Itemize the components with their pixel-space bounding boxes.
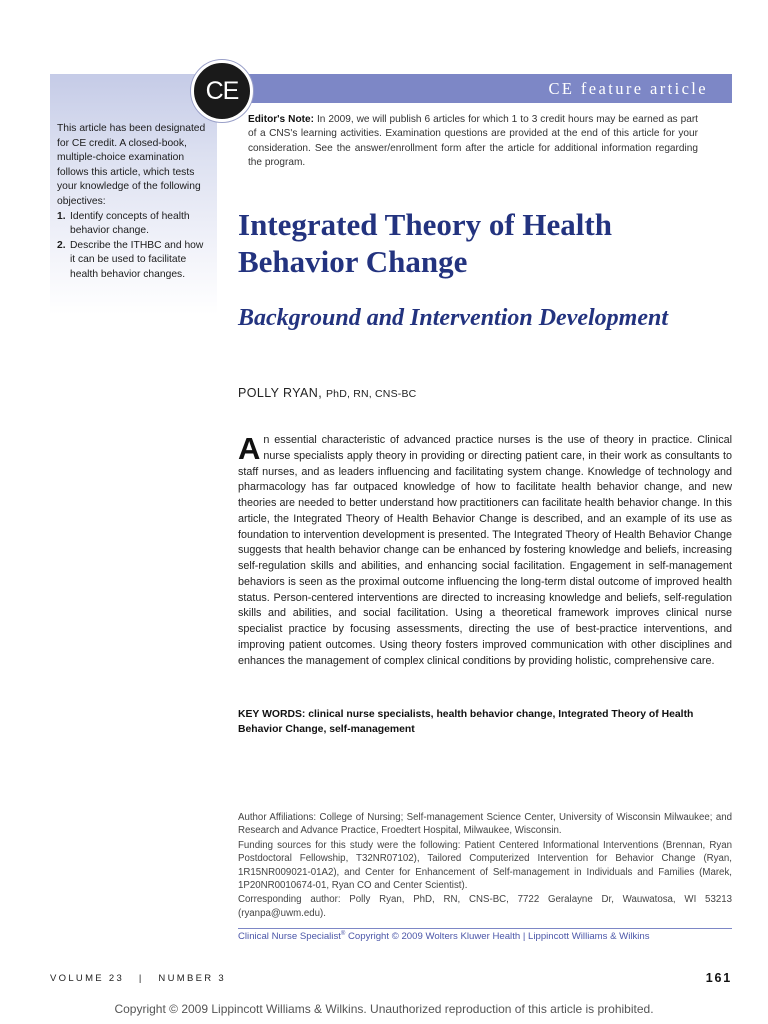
author-name: POLLY RYAN, (238, 386, 323, 400)
affiliation-text: Author Affiliations: College of Nursing; Self-management Science Center, University of Wisconsin Milwaukee; and Research and Advance Practice, Froedtert Hospital, Milwaukee, Wisconsin. (238, 812, 732, 837)
section-label: CE feature article (548, 79, 708, 98)
article-title: Integrated Theory of Health Behavior Change (238, 207, 612, 279)
keywords: KEY WORDS: clinical nurse specialists, health behavior change, Integrated Theory of Health Behavior Change, self-management (238, 709, 694, 735)
ce-badge-icon: CE (191, 60, 253, 122)
journal-name: Clinical Nurse Specialist (238, 931, 341, 943)
author-affiliations (238, 811, 732, 921)
article-subtitle: Background and Intervention Development (238, 305, 669, 331)
journal-copyright-text: Copyright © 2009 Wolters Kluwer Health | Lippincott Williams & Wilkins (345, 931, 650, 943)
registered-mark: ® (340, 931, 346, 937)
abstract-text: n essential characteristic of advanced practice nurses is the use of theory in practice. Clinical nurse specialists apply theory in providing or directing patient care, in their work as consultants to staff nurses, and as leaders influencing and facilitating system change. Knowledge of technology and pharmacology has far outpaced knowledge of how to facilitate health behavior change, and new theories are needed to better understand how practitioners can facilitate health behavior change. In this article, the Integrated Theory of Health Behavior Change is described, and an example of its use as foundation to intervention development is presented. The Integrated Theory of Health Behavior Change suggests that health behavior change can be enhanced by fostering knowledge and beliefs, increasing self-regulation skills and abilities, and enhancing social facilitation. Engagement in self-management behaviors is seen as the proximal outcome influencing the long-term distal outcome of improved health status. Person-centered interventions are directed to increasing knowledge and beliefs, self-regulation skills and abilities, and social facilitation. Using a theoretical framework improves clinical nurse specialist practice by focusing assessments, directing the use of best-practice interventions, and improving patient outcomes. Using theory fosters improved communication with other disciplines and enhances the management of complex clinical conditions by providing holistic, comprehensive care. (238, 434, 732, 667)
author-byline (238, 386, 416, 400)
journal-copyright (238, 931, 650, 942)
objectives-intro: This article has been designated for CE credit. A closed-book, multiple-choice examination follows this article, which tests your knowledge of the following objectives: (57, 123, 206, 207)
volume-number: VOLUME 23 | NUMBER 3 (50, 973, 226, 984)
section-banner (217, 74, 732, 103)
editors-note-label: Editor's Note: (248, 114, 314, 125)
funding-text: Funding sources for this study were the following: Patient Centered Informational Interventions (Brennan, Ryan Postdoctoral Fellowship, T32NR07102), Tailored Computerized Intervention for Behavior Change (Ryan, 1R15NR009021-01A2), and Center for Enhancement of Self-management in Individuals and Families (Marek, 1P20NR0010674-01, Ryan CO and Center Scientist). (238, 839, 732, 892)
author-credentials: PhD, RN, CNS-BC (325, 388, 417, 400)
editors-note (248, 113, 698, 170)
objective-item: 1. Identify concepts of health behavior change. (57, 210, 190, 237)
page-number: 161 (705, 971, 732, 985)
abstract (238, 433, 732, 669)
objective-item: 2. Describe the ITHBC and how it can be used to facilitate health behavior changes. (57, 239, 204, 280)
copyright-notice: Copyright © 2009 Lippincott Williams & Wilkins. Unauthorized reproduction of this article is prohibited. (114, 1002, 654, 1016)
drop-cap: A (238, 431, 261, 466)
editors-note-text: In 2009, we will publish 6 articles for which 1 to 3 credit hours may be earned as part of a CNS's learning activities. Examination questions are provided at the end of this article for your consideration. See the answer/enrollment form after the article for additional information regarding the program. (248, 114, 698, 168)
objectives-list (57, 210, 209, 283)
corresponding-author: Corresponding author: Polly Ryan, PhD, RN, CNS-BC, 7722 Geralayne Dr, Wauwatosa, WI 53213 (ryanpa@uwm.edu). (238, 894, 732, 919)
objectives-text (57, 122, 209, 283)
divider (238, 928, 732, 929)
